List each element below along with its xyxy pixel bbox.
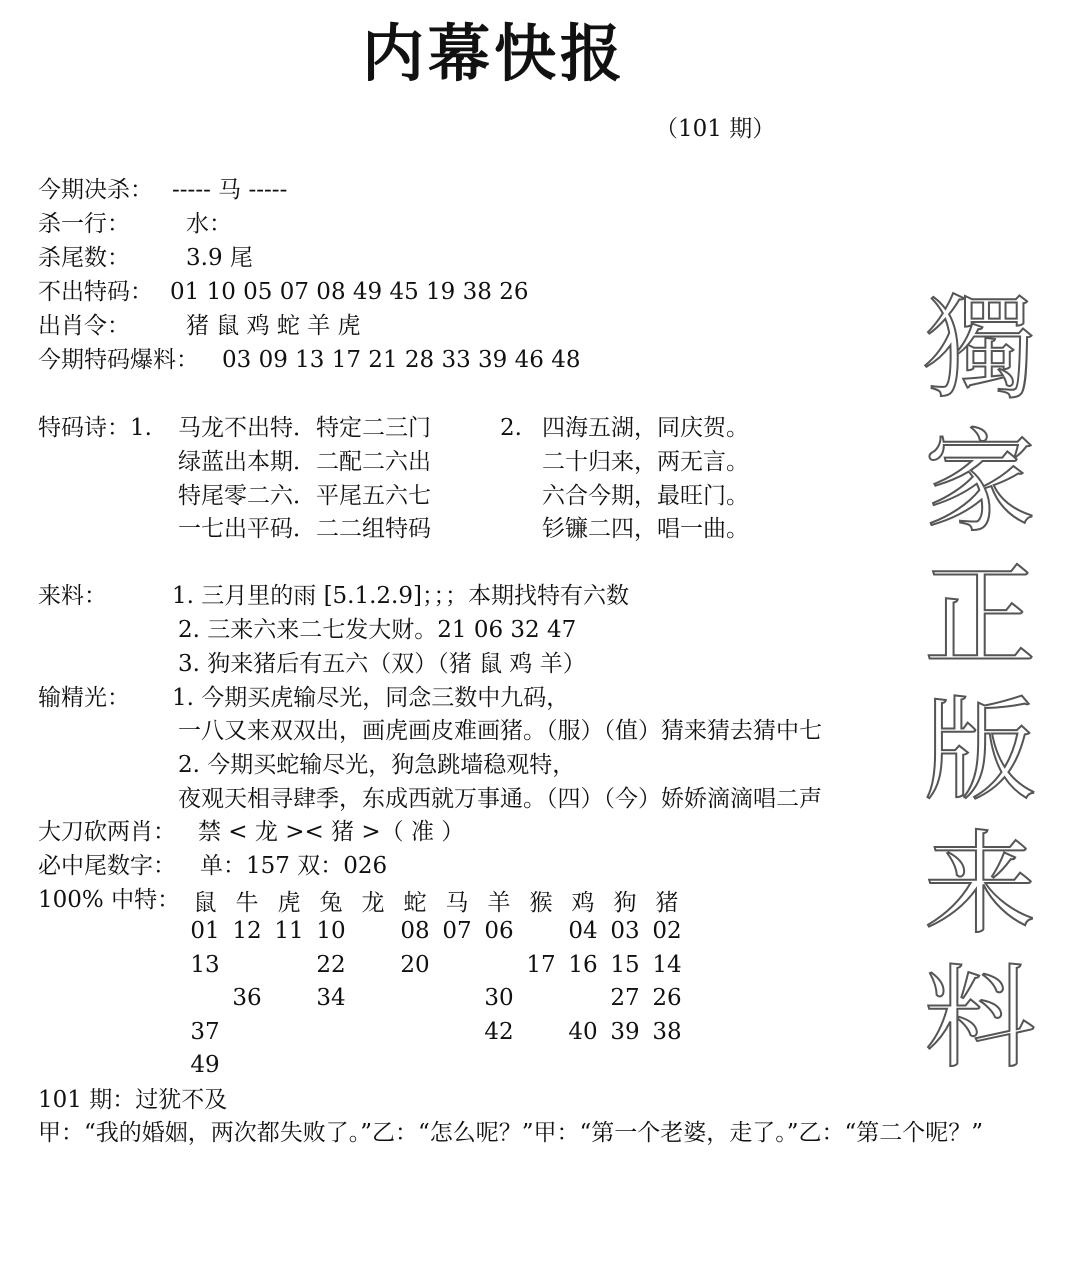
zodiac-number: 15 <box>610 952 640 978</box>
poem-line: 钐镰二四，唱一曲。 <box>542 516 749 542</box>
poem-line: 绿蓝出本期．二配二六出 <box>178 449 431 475</box>
footer-title: 101 期：过犹不及 <box>38 1087 228 1113</box>
excluded-numbers-value: 01 10 05 07 08 49 45 19 38 26 <box>170 279 529 305</box>
zodiac-animal: 马 <box>445 890 469 916</box>
banner-char: 料 <box>924 954 1036 1084</box>
zodiac-number: 39 <box>610 1019 640 1045</box>
zodiac-number: 26 <box>652 985 682 1011</box>
zodiac-animal: 虎 <box>277 890 301 916</box>
zodiac-number: 42 <box>484 1019 514 1045</box>
poem-line: 特尾零二六．平尾五六七 <box>178 483 431 509</box>
source-item: 1. 三月里的雨 [5.1.2.9]；；；本期找特有六数 <box>172 583 629 609</box>
poem-line: 四海五湖，同庆贺。 <box>542 415 749 441</box>
zodiac-table-label: 100% 中特： <box>38 887 181 913</box>
zodiac-animal: 猪 <box>655 890 679 916</box>
zodiac-number: 30 <box>484 985 514 1011</box>
zodiac-animal: 羊 <box>487 890 511 916</box>
side-banner <box>905 282 1055 1086</box>
banner-char: 版 <box>924 686 1036 816</box>
tail-value: 单：157 双：026 <box>200 853 388 879</box>
banner-char: 来 <box>924 820 1036 950</box>
zodiac-number: 08 <box>400 918 430 944</box>
zodiac-number: 10 <box>316 918 346 944</box>
hot-numbers-value: 03 09 13 17 21 28 33 39 46 48 <box>222 347 581 373</box>
poem-number: 2. <box>500 415 522 441</box>
knife-label: 大刀砍两肖： <box>38 819 176 845</box>
zodiac-number: 03 <box>610 918 640 944</box>
page-title: 内幕快报 <box>362 17 627 90</box>
zodiac-number: 13 <box>190 952 220 978</box>
zodiac-animal: 猴 <box>529 890 553 916</box>
banner-char: 正 <box>924 552 1036 682</box>
zodiac-animal: 狗 <box>613 890 637 916</box>
excluded-numbers-label: 不出特码： <box>38 279 153 305</box>
zodiac-animal: 蛇 <box>403 890 427 916</box>
zodiac-number: 38 <box>652 1019 682 1045</box>
zodiac-number: 16 <box>568 952 598 978</box>
zodiac-animal: 牛 <box>235 890 259 916</box>
poem-label: 特码诗：1. <box>38 415 152 441</box>
zodiac-number: 12 <box>232 918 262 944</box>
zodiac-number: 40 <box>568 1019 598 1045</box>
knife-value: 禁 < 龙 >< 猪 >（ 准 ） <box>198 819 465 845</box>
source-item: 3. 狗来猪后有五六（双）（猪 鼠 鸡 羊） <box>178 651 586 677</box>
banner-char: 獨 <box>924 284 1036 414</box>
source-label: 来料： <box>38 583 107 609</box>
zodiac-number: 37 <box>190 1019 220 1045</box>
issue-number: （101 期） <box>655 116 776 142</box>
zodiac-number: 22 <box>316 952 346 978</box>
zodiac-number: 34 <box>316 985 346 1011</box>
poem-line: 二十归来，两无言。 <box>542 449 749 475</box>
zodiac-number: 20 <box>400 952 430 978</box>
poem-line: 六合今期，最旺门。 <box>542 483 749 509</box>
lose-label: 输精光： <box>38 685 130 711</box>
zodiac-number: 07 <box>442 918 472 944</box>
poem-line: 马龙不出特．特定二三门 <box>178 415 431 441</box>
kill-element-label: 杀一行： <box>38 211 130 237</box>
zodiac-animal: 鸡 <box>571 890 595 916</box>
zodiac-number: 11 <box>274 918 304 944</box>
zodiac-order-label: 出肖令： <box>38 313 130 339</box>
source-item: 2. 三来六来二七发大财。21 06 32 47 <box>178 617 577 643</box>
lose-line: 2. 今期买蛇输尽光，狗急跳墙稳观特， <box>178 752 576 778</box>
poem-line: 一七出平码．二二组特码 <box>178 516 431 542</box>
zodiac-number: 49 <box>190 1052 220 1078</box>
zodiac-number: 01 <box>190 918 220 944</box>
lose-line: 一八又来双双出，画虎画皮难画猪。（服）（值）猜来猜去猜中七 <box>178 718 822 744</box>
zodiac-animal: 鼠 <box>193 890 217 916</box>
zodiac-animal: 龙 <box>361 890 385 916</box>
zodiac-number: 27 <box>610 985 640 1011</box>
hot-numbers-label: 今期特码爆料： <box>38 347 199 373</box>
kill-tail-label: 杀尾数： <box>38 245 130 271</box>
zodiac-animal: 兔 <box>319 890 343 916</box>
kill-element-value: 水： <box>186 211 232 237</box>
zodiac-order-value: 猪 鼠 鸡 蛇 羊 虎 <box>186 313 361 339</box>
kill-value: ----- 马 ----- <box>172 177 288 203</box>
zodiac-number: 36 <box>232 985 262 1011</box>
lose-line: 夜观天相寻肆季，东成西就万事通。（四）（今）娇娇滴滴唱二声 <box>178 786 822 812</box>
kill-tail-value: 3.9 尾 <box>186 245 253 271</box>
lose-line: 1. 今期买虎输尽光，同念三数中九码， <box>172 685 570 711</box>
zodiac-number: 02 <box>652 918 682 944</box>
footer-joke: 甲：“我的婚姻，两次都失败了。”乙：“怎么呢？”甲：“第一个老婆，走了。”乙：“第二个呢？” <box>38 1120 984 1146</box>
kill-label: 今期决杀： <box>38 177 153 203</box>
tail-label: 必中尾数字： <box>38 853 176 879</box>
banner-char: 家 <box>924 418 1036 548</box>
zodiac-number: 17 <box>526 952 556 978</box>
zodiac-number: 06 <box>484 918 514 944</box>
zodiac-number: 14 <box>652 952 682 978</box>
zodiac-number: 04 <box>568 918 598 944</box>
